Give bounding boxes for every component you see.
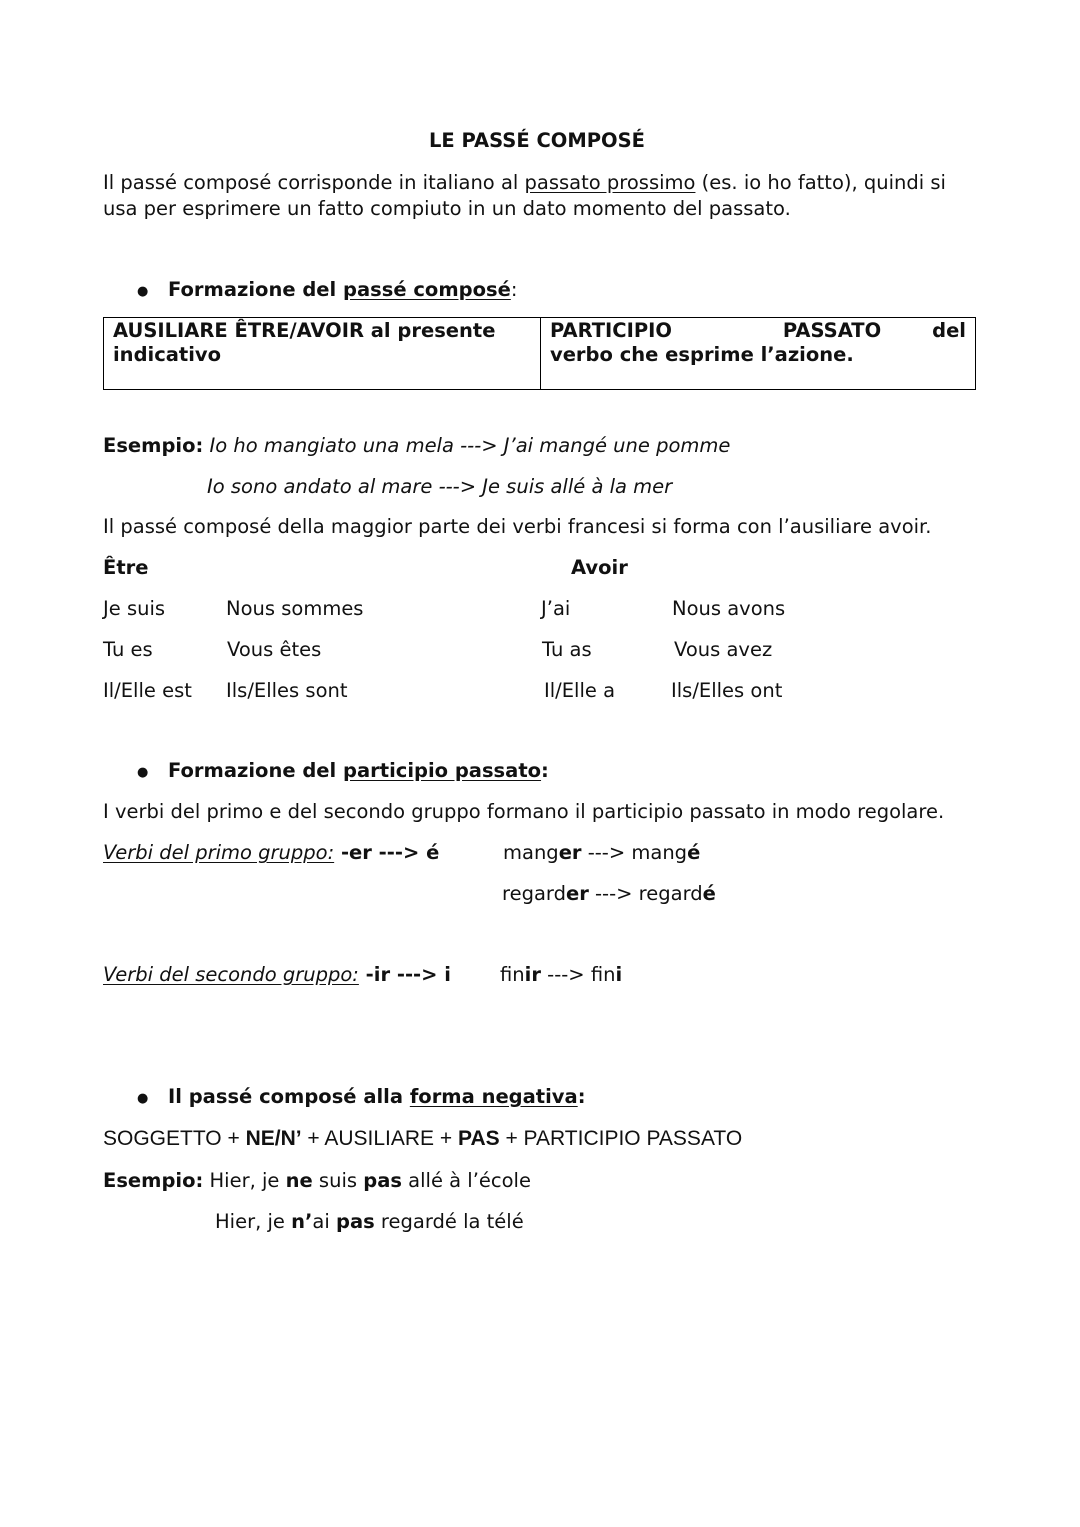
avoir-note: Il passé composé della maggior parte dei verbi francesi si forma con l’ausiliare avoir.: [103, 515, 932, 538]
table-cell-participio: PARTICIPIO PASSATO del verbo che esprime l’azione.: [550, 319, 966, 366]
avoir-heading: Avoir: [571, 556, 628, 579]
etre-je: Je suis: [103, 597, 166, 620]
group-2-rule: Verbi del secondo gruppo: -ir ---> i: [103, 963, 451, 986]
bullet-icon: ●: [137, 765, 149, 780]
bullet-icon: ●: [137, 1091, 149, 1106]
etre-nous: Nous sommes: [226, 597, 364, 620]
intro-text-end: (es. io ho fatto), quindi si: [695, 171, 946, 194]
group-2-example-finir: finir ---> fini: [500, 963, 623, 986]
negative-formula: SOGGETTO + NE/N’ + AUSILIARE + PAS + PARTICIPIO PASSATO: [103, 1127, 743, 1150]
example-1-line-2: Io sono andato al mare ---> Je suis allé à la mer: [207, 475, 673, 498]
etre-heading: Être: [103, 556, 149, 579]
avoir-ils: Ils/Elles ont: [671, 679, 783, 702]
etre-tu: Tu es: [103, 638, 153, 661]
intro-line-2: usa per esprimere un fatto compiuto in un dato momento del passato.: [103, 197, 791, 220]
table-divider: [540, 318, 541, 389]
section-heading-forma-negativa: Il passé composé alla forma negativa:: [168, 1085, 586, 1108]
section-heading-formazione-passe-compose: Formazione del passé composé:: [168, 278, 518, 301]
intro-line-1: [103, 173, 946, 193]
avoir-je: J’ai: [541, 597, 571, 620]
intro-text: Il passé composé corrisponde in italiano al: [103, 171, 525, 194]
formation-table: [103, 317, 976, 390]
avoir-tu: Tu as: [542, 638, 592, 661]
group-1-example-manger: manger ---> mangé: [503, 841, 701, 864]
avoir-il: Il/Elle a: [544, 679, 616, 702]
group-1-example-regarder: regarder ---> regardé: [502, 882, 716, 905]
negative-example-1: Esempio: Hier, je ne suis pas allé à l’école: [103, 1169, 531, 1192]
avoir-nous: Nous avons: [672, 597, 786, 620]
negative-example-2: Hier, je n’ai pas regardé la télé: [215, 1210, 524, 1233]
etre-vous: Vous êtes: [227, 638, 322, 661]
bullet-icon: ●: [137, 284, 149, 299]
group-1-rule: Verbi del primo gruppo: -er ---> é: [103, 841, 440, 864]
table-cell-ausiliare: AUSILIARE ÊTRE/AVOIR al presente indicativo: [113, 319, 496, 366]
page-title: LE PASSÉ COMPOSÉ: [429, 129, 645, 152]
passato-prossimo-term: passato prossimo: [524, 171, 696, 194]
etre-ils: Ils/Elles sont: [226, 679, 348, 702]
example-1: Esempio: Io ho mangiato una mela ---> J’ai mangé une pomme: [103, 434, 731, 457]
participio-rule: I verbi del primo e del secondo gruppo formano il participio passato in modo regolare.: [103, 800, 945, 823]
avoir-vous: Vous avez: [674, 638, 773, 661]
section-heading-participio-passato: Formazione del participio passato:: [168, 759, 549, 782]
etre-il: Il/Elle est: [103, 679, 192, 702]
